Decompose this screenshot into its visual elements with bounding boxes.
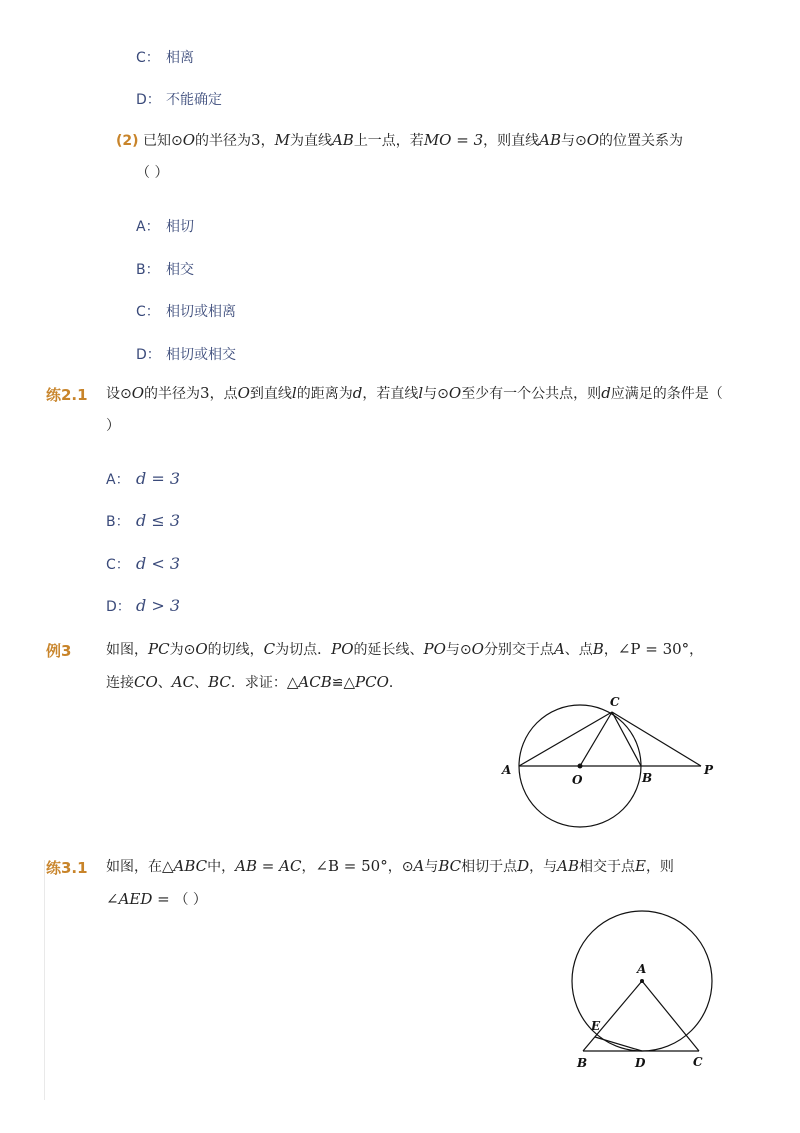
question-text: 设⊙ xyxy=(106,386,132,402)
option-a[interactable] xyxy=(136,216,194,236)
question-text: 中， xyxy=(207,859,236,875)
question-text: ， xyxy=(301,859,316,875)
question-text: ， xyxy=(260,133,275,149)
label-b: B xyxy=(642,771,653,785)
question-text: 的半径为 xyxy=(144,386,201,402)
answer-blank: （ ） xyxy=(136,165,169,181)
question-text: ，若直线 xyxy=(362,386,419,402)
question-text: 与⊙ xyxy=(445,642,472,658)
math-symbol: l xyxy=(291,384,297,402)
question-text: 上一点，若 xyxy=(353,133,424,149)
math-expression: AB = AC xyxy=(235,857,302,875)
math-symbol: D xyxy=(517,857,530,875)
question-text: 、 xyxy=(157,675,172,691)
math-expression: ∠AED = xyxy=(106,890,175,908)
question-text: 至少有一个公共点，则 xyxy=(461,386,602,402)
option-text: 相交 xyxy=(166,262,194,278)
math-expression: MO = 3 xyxy=(423,131,484,149)
math-symbol: M xyxy=(274,131,290,149)
math-symbol: AC xyxy=(171,673,195,691)
line-ac xyxy=(519,712,612,766)
question-text: 为⊙ xyxy=(169,642,196,658)
question-text: 为直线 xyxy=(289,133,332,149)
option-label: C： xyxy=(106,557,130,573)
option-label: A： xyxy=(136,219,160,235)
question-2 xyxy=(116,124,736,157)
question-text: ， xyxy=(689,642,704,658)
math-symbol: d xyxy=(352,384,363,402)
line-ab xyxy=(583,981,642,1051)
option-math: d > 3 xyxy=(136,596,180,615)
question-text: ，则 xyxy=(645,859,674,875)
question-number: (2) xyxy=(116,133,139,149)
question-text: 相交于点 xyxy=(578,859,635,875)
option-text: 相离 xyxy=(166,50,194,66)
math-expression: ∠P = 30° xyxy=(617,640,690,658)
math-expression: △ACB xyxy=(286,673,332,691)
math-expression: ∠B = 50° xyxy=(315,857,388,875)
question-text: 已知⊙ xyxy=(143,133,183,149)
math-symbol: O xyxy=(586,131,600,149)
math-symbol: O xyxy=(448,384,462,402)
congruent-symbol: ≌ xyxy=(331,675,344,691)
example-tag: 例3 xyxy=(46,642,72,660)
left-margin-rule xyxy=(44,860,45,1100)
math-number: 3 xyxy=(251,131,261,149)
option-text: 相切或相离 xyxy=(166,304,236,320)
question-text: 应满足的条件是（ ） xyxy=(106,386,723,434)
question-text: ， xyxy=(603,642,618,658)
example-3-figure xyxy=(490,690,730,840)
line-co xyxy=(580,712,612,766)
label-o: O xyxy=(572,773,583,787)
question-text: 与⊙ xyxy=(423,386,449,402)
math-symbol: AB xyxy=(557,857,579,875)
exercise-2-1-text xyxy=(106,377,726,442)
question-text: 、点 xyxy=(564,642,593,658)
question-text: 、 xyxy=(194,675,209,691)
math-symbol: A xyxy=(413,857,425,875)
math-symbol: E xyxy=(634,857,646,875)
math-symbol: O xyxy=(131,384,145,402)
option-text: 不能确定 xyxy=(166,92,222,108)
label-c: C xyxy=(693,1055,703,1069)
option-label: D： xyxy=(136,92,161,108)
label-e: E xyxy=(591,1019,601,1033)
question-text: 与 xyxy=(424,859,439,875)
question-text: 的延长线、 xyxy=(353,642,424,658)
line-cp xyxy=(612,712,701,766)
math-symbol: PO xyxy=(423,640,446,658)
question-text: 的半径为 xyxy=(195,133,252,149)
option-b[interactable] xyxy=(136,259,194,279)
option-label: D： xyxy=(136,347,161,363)
option-label: B： xyxy=(106,514,130,530)
math-symbol: AB xyxy=(539,131,561,149)
label-b: B xyxy=(577,1056,588,1070)
math-symbol: O xyxy=(471,640,484,658)
exercise-tag: 练3.1 xyxy=(46,859,88,877)
option-c[interactable] xyxy=(136,301,236,321)
question-text: 到直线 xyxy=(249,386,292,402)
option-d[interactable] xyxy=(136,344,236,364)
question-text: ．求证： xyxy=(230,675,287,691)
question-text: （ ） xyxy=(174,892,207,908)
option-math: d = 3 xyxy=(136,469,180,488)
label-a: A xyxy=(502,763,512,777)
question-text: ，则直线 xyxy=(483,133,540,149)
math-symbol: AB xyxy=(331,131,354,149)
option-label: C： xyxy=(136,50,160,66)
math-symbol: BC xyxy=(438,857,462,875)
label-p: P xyxy=(704,763,714,777)
math-symbol: A xyxy=(553,640,565,658)
option-text: 相切 xyxy=(166,219,194,235)
math-symbol: l xyxy=(418,384,424,402)
math-symbol: CO xyxy=(134,673,158,691)
math-symbol: d xyxy=(601,384,611,402)
math-symbol: O xyxy=(182,131,196,149)
line-ed xyxy=(595,1037,642,1051)
option-label: C： xyxy=(136,304,160,320)
option-label: D： xyxy=(106,599,131,615)
exercise-3-1-figure xyxy=(565,905,725,1085)
question-text: ． xyxy=(388,675,403,691)
line-ac xyxy=(642,981,699,1051)
math-symbol: BC xyxy=(208,673,231,691)
question-text: ，与 xyxy=(529,859,558,875)
option-a[interactable] xyxy=(106,469,180,489)
question-text: ，点 xyxy=(209,386,238,402)
label-c: C xyxy=(610,695,620,709)
math-symbol: O xyxy=(237,384,250,402)
math-expression: △PCO xyxy=(343,673,389,691)
question-text: 的距离为 xyxy=(296,386,353,402)
math-expression: △ABC xyxy=(162,857,208,875)
option-c[interactable] xyxy=(106,554,180,574)
label-a: A xyxy=(637,962,647,976)
option-math: d < 3 xyxy=(136,554,180,573)
question-text: 如图， xyxy=(106,642,148,658)
question-text: 分别交于点 xyxy=(483,642,554,658)
question-text: 的位置关系为 xyxy=(599,133,684,149)
center-point xyxy=(578,764,583,769)
math-symbol: C xyxy=(263,640,276,658)
question-text: 相切于点 xyxy=(461,859,518,875)
option-d-top[interactable] xyxy=(136,89,222,109)
math-symbol: PO xyxy=(331,640,354,658)
question-text: 与⊙ xyxy=(560,133,587,149)
question-text: 如图，在 xyxy=(106,859,162,875)
question-text: 为切点． xyxy=(275,642,332,658)
option-label: A： xyxy=(106,472,130,488)
math-symbol: PC xyxy=(148,640,170,658)
option-c-top[interactable] xyxy=(136,47,194,67)
option-math: d ≤ 3 xyxy=(136,511,180,530)
math-symbol: O xyxy=(195,640,208,658)
option-b[interactable] xyxy=(106,511,180,531)
math-number: 3 xyxy=(200,384,210,402)
question-text: ，⊙ xyxy=(387,859,414,875)
center-point xyxy=(640,979,644,983)
option-d[interactable] xyxy=(106,596,180,616)
math-symbol: B xyxy=(592,640,604,658)
question-text: 连接 xyxy=(106,675,134,691)
exercise-tag: 练2.1 xyxy=(46,386,88,404)
option-label: B： xyxy=(136,262,160,278)
question-text: 的切线， xyxy=(207,642,264,658)
option-text: 相切或相交 xyxy=(166,347,236,363)
label-d: D xyxy=(635,1056,646,1070)
